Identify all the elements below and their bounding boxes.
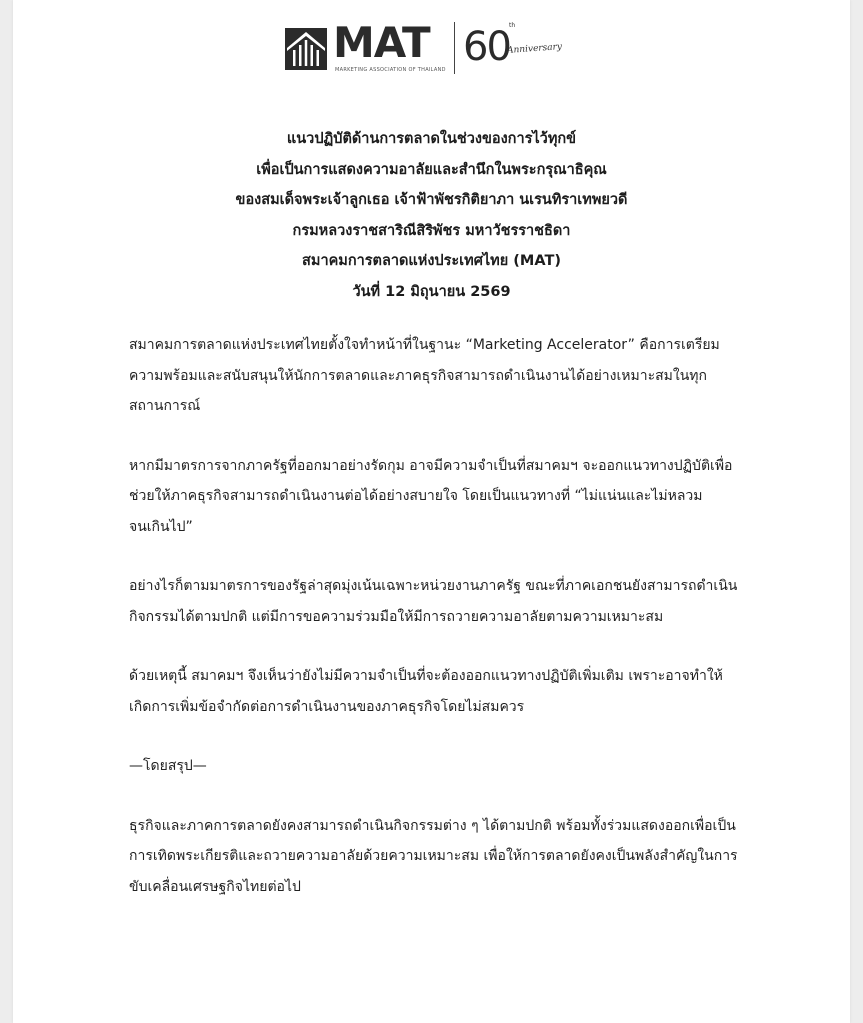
paragraph-conclusion [129,811,749,903]
paragraph-line: การเทิดพระเกียรติและถวายความอาลัยด้วยความเหมาะสม เพื่อให้การตลาดยังคงเป็นพลังสำคัญในการ [129,848,738,864]
paragraph-line: ธุรกิจและภาคการตลาดยังคงสามารถดำเนินกิจกรรมต่าง ๆ ได้ตามปกติ พร้อมทั้งร่วมแสดงออกเพื่อเป็น [129,817,736,834]
paragraph-line: สมาคมการตลาดแห่งประเทศไทยตั้งใจทำหน้าที่ในฐานะ “Marketing Accelerator” คือการเตรียม [129,337,720,353]
title-line: ของสมเด็จพระเจ้าลูกเธอ เจ้าฟ้าพัชรกิติยาภา นเรนทิราเทพยวดี [235,192,628,209]
paragraph-reason [129,661,749,722]
document-page [13,0,850,1023]
paragraph-line: ขับเคลื่อนเศรษฐกิจไทยต่อไป [129,878,301,895]
logo-divider [454,22,455,74]
summary-heading: —โดยสรุป— [129,758,207,774]
paragraph-line: ความพร้อมและสนับสนุนให้นักการตลาดและภาคธุรกิจสามารถดำเนินงานได้อย่างเหมาะสมในทุก [129,367,708,384]
title-line: เพื่อเป็นการแสดงความอาลัยและสำนึกในพระกรุณาธิคุณ [256,161,607,178]
anniversary-number: 60 [463,24,510,70]
anniversary-ordinal: th [509,22,516,29]
paragraph-line: ด้วยเหตุนี้ สมาคมฯ จึงเห็นว่ายังไม่มีความจำเป็นที่จะต้องออกแนวทางปฏิบัติเพิ่มเติม เพราะอาจทำให้ [129,668,723,684]
document-title [13,124,850,308]
document-body [129,330,749,931]
logo-text: MAT [333,18,430,67]
paragraph-line: กิจกรรมได้ตามปกติ แต่มีการขอความร่วมมือให้มีการถวายความอาลัยตามความเหมาะสม [129,608,664,625]
header-logo [13,18,850,80]
anniversary-script: Anniversary [506,42,563,56]
paragraph-line: ช่วยให้ภาคธุรกิจสามารถดำเนินงานต่อได้อย่างสบายใจ โดยเป็นแนวทางที่ “ไม่แน่นและไม่หลวม [129,488,703,504]
paragraph-however [129,571,749,632]
title-line: สมาคมการตลาดแห่งประเทศไทย (MAT) [302,253,561,270]
paragraph-summary-heading [129,751,749,782]
mat-logo-icon [285,28,327,70]
paragraph-line: สถานการณ์ [129,398,201,414]
title-line: แนวปฏิบัติด้านการตลาดในช่วงของการไว้ทุกข์ [286,131,577,147]
paragraph-intro [129,330,749,422]
paragraph-measures [129,451,749,543]
title-date: วันที่ 12 มิถุนายน 2569 [352,283,511,300]
paragraph-line: เกิดการเพิ่มข้อจำกัดต่อการดำเนินงานของภาคธุรกิจโดยไม่สมควร [129,698,525,715]
paragraph-line: อย่างไรก็ตามมาตรการของรัฐล่าสุดมุ่งเน้นเฉพาะหน่วยงานภาครัฐ ขณะที่ภาคเอกชนยังสามารถดำเนิน [129,578,738,594]
logo-subtitle: MARKETING ASSOCIATION OF THAILAND [335,67,446,73]
paragraph-line: จนเกินไป” [129,518,193,535]
paragraph-line: หากมีมาตรการจากภาครัฐที่ออกมาอย่างรัดกุม อาจมีความจำเป็นที่สมาคมฯ จะออกแนวทางปฏิบัติเพื่อ [129,457,733,474]
title-line: กรมหลวงราชสาริณีสิริพัชร มหาวัชรราชธิดา [292,222,571,239]
